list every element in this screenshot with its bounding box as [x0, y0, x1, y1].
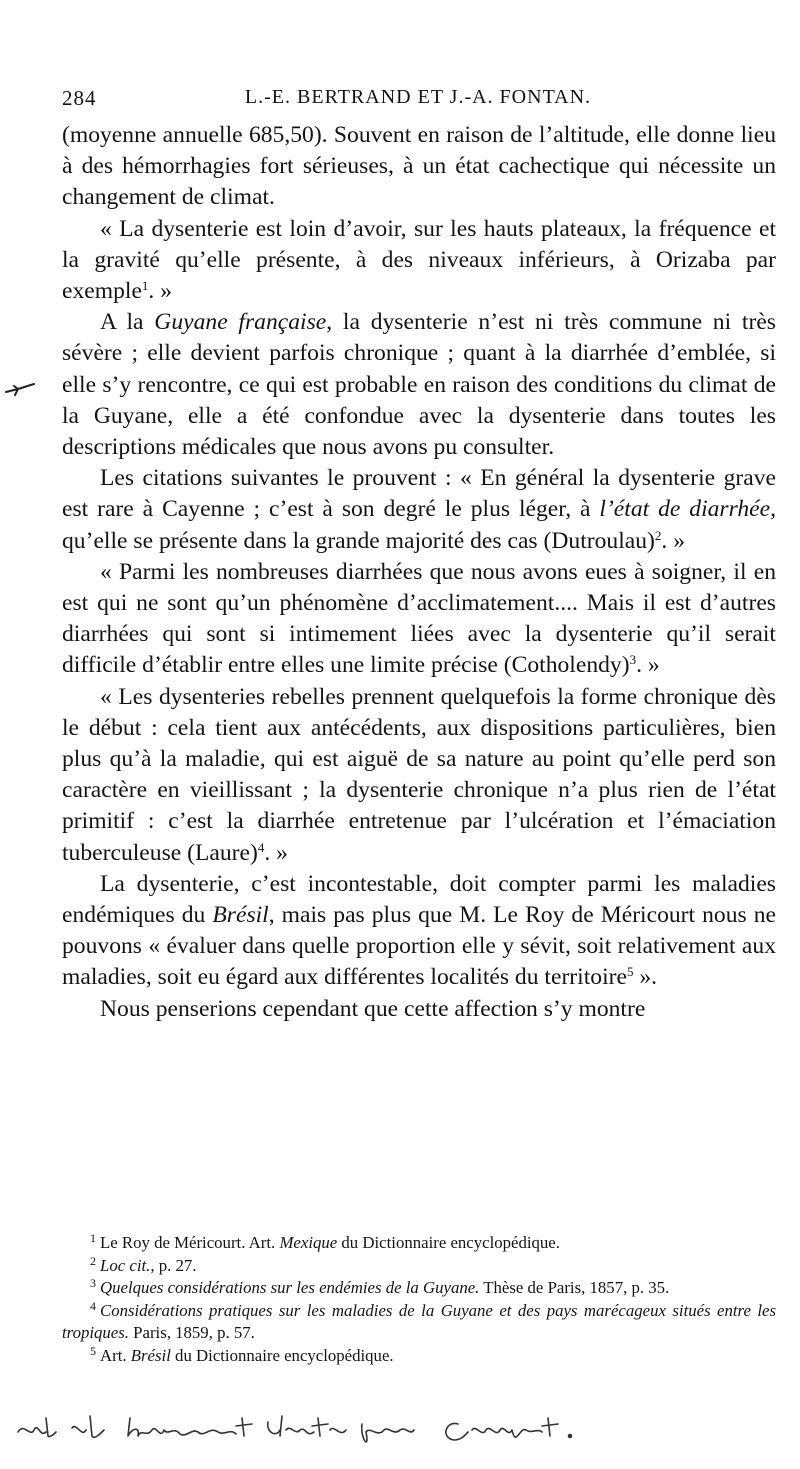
- paragraph: « Parmi les nombreuses diarrhées que nous avons eues à soigner, il en est qui ne sont qu’un phénomène d’acclimatement.... Mais il est d’autres diarrhées qui sont si intimement liées avec la dysenterie qu’il serait difficile d’établir entre elles une limite précise (Cotholendy)$^3$. »: [62, 558, 776, 679]
- page-number: 284: [62, 86, 97, 110]
- footnote: $^3$ Quelques considérations sur les endémies de la Guyane. Thèse de Paris, 1857, p. 35.: [90, 1276, 670, 1298]
- footnotes: [62, 1232, 776, 1368]
- footnote-ref: 1: [141, 278, 149, 294]
- paragraph: La dysenterie, c’est incontestable, doit compter parmi les maladies endémiques du Brésil, mais pas plus que M. Le Roy de Méricourt nous ne pouvons « évaluer dans quelle proportion elle y sévit, soit relativement aux maladies, soit eu égard aux différentes localités du territoire$^5$ ».: [62, 870, 776, 991]
- handwritten-signature-scribble: [10, 1408, 770, 1458]
- margin-arrow-mark: [4, 380, 38, 400]
- footnote-ref: 3: [629, 652, 637, 668]
- handwritten-note: [10, 1408, 770, 1458]
- paragraph: « Les dysenteries rebelles prennent quelquefois la forme chronique dès le début : cela tient aux antécédents, aux dispositions particulières, bien plus qu’à la maladie, qui est aiguë de sa nature au point qu’elle perd son caractère en vieillissant ; la dysenterie chronique n’a plus rien de l’état primitif : c’est la diarrhée entretenue par l’ulcération et l’émaciation tuberculeuse (Laure)$^4$. »: [62, 683, 776, 866]
- running-head: L.-E. BERTRAND ET J.-A. FONTAN.: [244, 86, 592, 108]
- page-header: [62, 86, 774, 116]
- paragraph: « La dysenterie est loin d’avoir, sur les hauts plateaux, la fréquence et la gravité qu’elle présente, à des niveaux inférieurs, à Orizaba par exemple$^1$. »: [62, 215, 776, 305]
- paragraph: Les citations suivantes le prouvent : « En général la dysenterie grave est rare à Cayenne ; c’est à son degré le plus léger, à l’état de diarrhée, qu’elle se présente dans la grande majorité des cas (Dutroulau)$^2$. »: [62, 465, 777, 554]
- body-text: [62, 120, 776, 1025]
- footnote-ref: 5: [626, 964, 634, 980]
- paragraph: (moyenne annuelle 685,50). Souvent en raison de l’altitude, elle donne lieu à des hémorrhagies fort sérieuses, à un état cachectique qui nécessite un changement de climat.: [62, 122, 776, 211]
- footnote-ref: 4: [257, 839, 265, 855]
- footnote-ref: 2: [654, 527, 662, 543]
- footnote: $^4$ Considérations pratiques sur les maladies de la Guyane et des pays marécageux situés entre les tropiques. Paris, 1859, p. 57.: [62, 1298, 776, 1343]
- footnote: $^5$ Art. Brésil du Dictionnaire encyclopédique.: [90, 1343, 394, 1365]
- footnote: $^2$ Loc cit., p. 27.: [90, 1253, 197, 1275]
- footnote: $^1$ Le Roy de Méricourt. Art. Mexique du Dictionnaire encyclopédique.: [90, 1231, 560, 1252]
- paragraph: A la Guyane française, la dysenterie n’est ni très commune ni très sévère ; elle devient parfois chronique ; quant à la diarrhée d’emblée, si elle s’y rencontre, ce qui est probable en raison des conditions du climat de la Guyane, elle a été confondue avec la dysenterie dans toutes les descriptions médicales que nous avons pu consulter.: [62, 309, 776, 461]
- paragraph: Nous penserions cependant que cette affection s’y montre: [100, 995, 646, 1022]
